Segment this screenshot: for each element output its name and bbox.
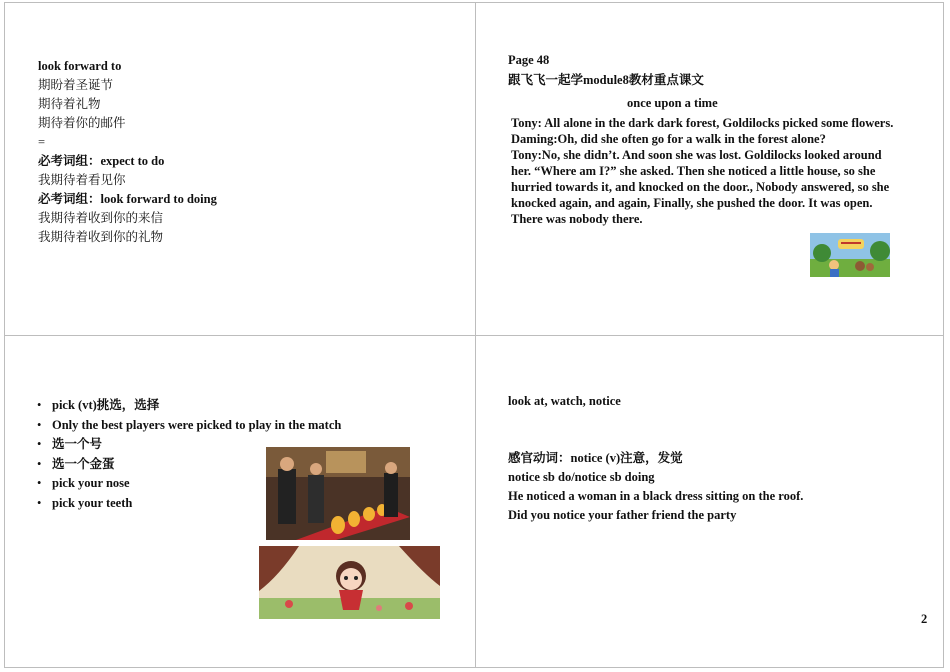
cartoon-picture bbox=[810, 233, 890, 277]
story-passage bbox=[511, 115, 897, 227]
bullet-item: • 选一个金蛋 bbox=[37, 455, 341, 475]
equals-line: = bbox=[38, 135, 46, 149]
horizontal-divider bbox=[4, 335, 944, 336]
passage-paragraph: Tony:No, she didn’t. And soon she was lost. Goldilocks looked around her. “Where am I?” she asked. Then she noticed a little house, so she hurried towards it, and knocked on the door., Nobody answered, so she knocked again, and again, Finally, she pushed the door. It was open. There was nobody there. bbox=[511, 148, 890, 226]
bullet-item: • pick your nose bbox=[37, 474, 341, 494]
definition-line: 感官动词：notice (v)注意，发觉 bbox=[508, 451, 683, 465]
slide-heading: 跟飞飞一起学module8教材重点课文 bbox=[508, 73, 704, 87]
slide-subheading: once upon a time bbox=[627, 96, 718, 110]
bullet-item: • Only the best players were picked to play in the match bbox=[37, 416, 341, 436]
page-number: 2 bbox=[921, 612, 928, 626]
page-label: Page 48 bbox=[508, 53, 550, 67]
example-line: 我期待着看见你 bbox=[38, 173, 126, 187]
pattern-line: notice sb do/notice sb doing bbox=[508, 470, 655, 484]
example-sentence: Did you notice your father friend the party bbox=[508, 508, 737, 522]
example-line: 期盼着圣诞节 bbox=[38, 78, 114, 92]
example-line: 我期待着收到你的来信 bbox=[38, 211, 164, 225]
bullet-item: • 选一个号 bbox=[37, 435, 341, 455]
example-sentence: He noticed a woman in a black dress sitting on the roof. bbox=[508, 489, 804, 503]
key-phrase-line: 必考词组：expect to do bbox=[38, 154, 165, 168]
phrase-title: look forward to bbox=[38, 59, 122, 73]
bullet-item: • pick your teeth bbox=[37, 494, 341, 514]
red-riding-hood-picture bbox=[259, 546, 440, 619]
example-line: 期待着你的邮件 bbox=[38, 116, 126, 130]
example-line: 我期待着收到你的礼物 bbox=[38, 230, 164, 244]
golden-egg-photo bbox=[266, 447, 410, 540]
key-phrase-line: 必考词组：look forward to doing bbox=[38, 192, 217, 206]
passage-paragraph: Tony: All alone in the dark dark forest, Goldilocks picked some flowers. bbox=[511, 116, 894, 130]
passage-paragraph: Daming:Oh, did she often go for a walk in the forest alone? bbox=[511, 132, 826, 146]
example-line: 期待着礼物 bbox=[38, 97, 101, 111]
slide-heading: look at, watch, notice bbox=[508, 394, 621, 408]
bullet-item: • pick (vt)挑选，选择 bbox=[37, 396, 341, 416]
